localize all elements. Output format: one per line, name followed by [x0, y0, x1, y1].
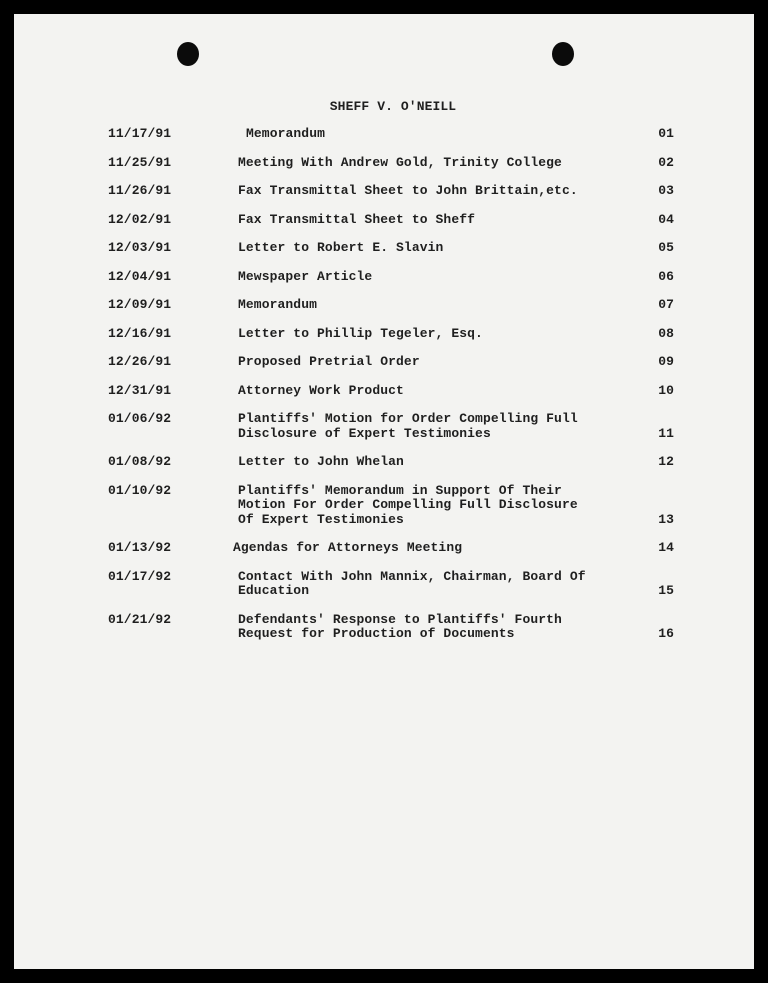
entry-date: 11/17/91 — [108, 126, 172, 141]
entry-number: 08 — [658, 325, 674, 341]
entry-description: Defendants' Response to Plantiffs' Fourth Request for Production of Documents — [238, 611, 562, 641]
entry-date: 01/13/92 — [108, 540, 172, 555]
entry-description: Contact With John Mannix, Chairman, Board Of Education — [238, 568, 586, 598]
list-item — [14, 184, 754, 199]
punch-hole-left — [177, 42, 199, 66]
entry-description: Mewspaper Article — [238, 268, 373, 284]
entry-description: Memorandum — [238, 297, 318, 312]
entry-description: Plantiffs' Motion for Order Compelling Full Disclosure of Expert Testimonies — [238, 411, 578, 441]
entry-description: Memorandum — [246, 126, 326, 141]
entry-number: 01 — [658, 126, 674, 141]
entry-number: 14 — [658, 540, 674, 555]
entry-date: 11/26/91 — [108, 183, 172, 198]
entry-number: 05 — [658, 240, 674, 255]
entry-date: 12/26/91 — [108, 354, 172, 369]
page-title: SHEFF V. O'NEILL — [329, 99, 457, 114]
list-item — [14, 241, 754, 256]
list-item — [14, 127, 754, 142]
entry-number: 16 — [658, 626, 674, 641]
list-item — [14, 570, 754, 599]
entry-description: Meeting With Andrew Gold, Trinity College — [238, 154, 562, 170]
list-item — [14, 355, 754, 370]
entry-number: 04 — [658, 211, 674, 227]
entry-date: 01/08/92 — [108, 454, 172, 469]
entry-number: 11 — [658, 425, 674, 441]
entry-number: 12 — [658, 454, 674, 469]
entry-date: 12/31/91 — [108, 382, 172, 398]
punch-hole-right — [552, 42, 574, 66]
list-item — [14, 412, 754, 441]
entry-description: Plantiffs' Memorandum in Support Of Their Motion For Order Compelling Full Disclosure Of Expert Testimonies — [238, 482, 578, 527]
list-item — [14, 213, 754, 228]
list-item — [14, 327, 754, 342]
entry-date: 12/02/91 — [108, 211, 172, 227]
entry-date: 01/10/92 — [108, 482, 172, 498]
entry-number: 10 — [658, 382, 674, 398]
entry-description: Proposed Pretrial Order — [238, 354, 420, 369]
entry-date: 01/21/92 — [108, 611, 172, 627]
entry-date: 12/16/91 — [108, 325, 172, 341]
entry-description: Letter to Phillip Tegeler, Esq. — [238, 325, 483, 341]
entry-number: 07 — [658, 297, 674, 312]
entry-number: 03 — [658, 183, 674, 198]
entry-description: Fax Transmittal Sheet to John Brittain,etc. — [238, 183, 578, 198]
list-item — [14, 384, 754, 399]
entry-description: Attorney Work Product — [238, 382, 404, 398]
document-page — [14, 14, 754, 969]
list-item — [14, 298, 754, 313]
list-item — [14, 455, 754, 470]
index-list — [14, 127, 754, 656]
entry-number: 09 — [658, 354, 674, 369]
entry-date: 12/09/91 — [108, 297, 172, 312]
entry-number: 15 — [658, 583, 674, 598]
list-item — [14, 613, 754, 642]
list-item — [14, 541, 754, 556]
entry-date: 12/03/91 — [108, 240, 172, 255]
entry-description: Letter to Robert E. Slavin — [238, 240, 444, 255]
entry-date: 12/04/91 — [108, 268, 172, 284]
entry-description: Letter to John Whelan — [238, 454, 404, 469]
entry-description: Fax Transmittal Sheet to Sheff — [238, 211, 476, 227]
entry-description: Agendas for Attorneys Meeting — [233, 540, 463, 555]
entry-date: 01/06/92 — [108, 411, 172, 426]
list-item — [14, 156, 754, 171]
entry-number: 06 — [658, 268, 674, 284]
list-item — [14, 270, 754, 285]
entry-number: 13 — [658, 511, 674, 527]
list-item — [14, 484, 754, 528]
entry-date: 01/17/92 — [108, 568, 172, 584]
entry-number: 02 — [658, 154, 674, 170]
entry-date: 11/25/91 — [108, 154, 172, 170]
